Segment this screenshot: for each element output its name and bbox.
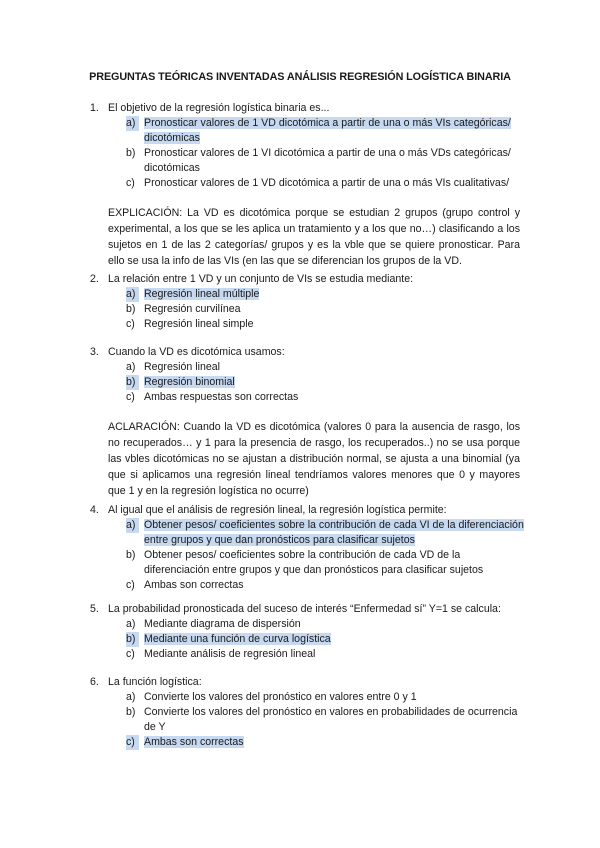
option-b: [0, 705, 600, 735]
question-text: La relación entre 1 VD y un conjunto de VIs se estudia mediante:: [108, 273, 414, 285]
option-letter: a): [126, 691, 136, 703]
option-c: [0, 317, 600, 332]
option-text: Ambas son correctas: [144, 736, 244, 748]
question-number: 3.: [90, 346, 99, 358]
question-1: [0, 100, 600, 269]
option-letter: b): [126, 706, 136, 718]
option-text: Regresión curvilínea: [144, 303, 241, 315]
option-text: Regresión lineal simple: [144, 318, 254, 330]
option-b: [0, 146, 600, 176]
option-text: Ambas son correctas: [144, 579, 244, 591]
option-a: [0, 287, 600, 302]
option-text: Pronosticar valores de 1 VD dicotómica a partir de una o más VIs categóricas/ dicotómicas: [144, 117, 511, 144]
options-list: [0, 690, 600, 750]
option-letter: b): [126, 632, 139, 647]
option-text: Regresión lineal: [144, 361, 220, 373]
option-text: Regresión binomial: [144, 376, 235, 388]
option-letter: a): [126, 518, 139, 533]
option-letter: a): [126, 116, 139, 131]
option-c: [0, 578, 600, 593]
option-text: Convierte los valores del pronóstico en valores en probabilidades de ocurrencia de Y: [144, 706, 518, 733]
options-list: [0, 116, 600, 191]
options-list: [0, 617, 600, 662]
question-number: 6.: [90, 676, 99, 688]
clarification-note: ACLARACIÓN: Cuando la VD es dicotómica (valores 0 para la ausencia de rasgo, los no recuperados… y 1 para la presencia de rasgo, los recuperados..) no se usa porque las vbles dicotómicas no se ajustan a distribución normal, se ajusta a una binomial (ya que si aplicamos una regresión lineal tendríamos valores menores que 0 y mayores que 1 y en la regresión logística no ocurre): [108, 421, 520, 497]
question-text: El objetivo de la regresión logística binaria es...: [108, 102, 330, 114]
option-b: [0, 302, 600, 317]
question-6: [0, 674, 600, 750]
question-text: Al igual que el análisis de regresión lineal, la regresión logística permite:: [108, 504, 447, 516]
option-text: Mediante diagrama de dispersión: [144, 618, 301, 630]
option-text: Obtener pesos/ coeficientes sobre la contribución de cada VD de la diferenciación entre grupos y que dan pronósticos para clasificar sujetos: [144, 549, 484, 576]
question-4: [0, 502, 600, 593]
option-text: Pronosticar valores de 1 VD dicotómica a partir de una o más VIs cualitativas/: [144, 177, 510, 189]
question-2: [0, 271, 600, 332]
option-letter: c): [126, 391, 135, 403]
option-letter: a): [126, 618, 136, 630]
question-5: [0, 601, 600, 662]
option-letter: b): [126, 147, 136, 159]
page-title: PREGUNTAS TEÓRICAS INVENTADAS ANÁLISIS REGRESIÓN LOGÍSTICA BINARIA: [89, 71, 511, 83]
question-text: La probabilidad pronosticada del suceso de interés “Enfermedad sí” Y=1 se calcula:: [108, 603, 501, 615]
option-letter: c): [126, 648, 135, 660]
option-text: Mediante análisis de regresión lineal: [144, 648, 316, 660]
question-text: Cuando la VD es dicotómica usamos:: [108, 346, 285, 358]
option-letter: a): [126, 287, 139, 302]
option-text: Obtener pesos/ coeficientes sobre la contribución de cada VI de la diferenciación entre grupos y que dan pronósticos para clasificar sujetos: [144, 519, 524, 546]
question-number: 5.: [90, 603, 99, 615]
option-c: [0, 176, 600, 191]
options-list: [0, 360, 600, 405]
question-text: La función logística:: [108, 676, 202, 688]
options-list: [0, 287, 600, 332]
option-text: Ambas respuestas son correctas: [144, 391, 299, 403]
option-letter: b): [126, 375, 139, 390]
option-text: Pronosticar valores de 1 VI dicotómica a partir de una o más VDs categóricas/ dicotómicas: [144, 147, 511, 174]
option-letter: c): [126, 579, 135, 591]
option-b: [0, 632, 600, 647]
option-a: [0, 518, 600, 548]
option-letter: c): [126, 318, 135, 330]
option-text: Regresión lineal múltiple: [144, 288, 260, 300]
option-text: Convierte los valores del pronóstico en valores entre 0 y 1: [144, 691, 417, 703]
option-letter: b): [126, 303, 136, 315]
option-c: [0, 735, 600, 750]
option-a: [0, 116, 600, 146]
question-3: [0, 344, 600, 499]
option-letter: b): [126, 549, 136, 561]
option-a: [0, 360, 600, 375]
option-b: [0, 375, 600, 390]
question-number: 2.: [90, 273, 99, 285]
option-a: [0, 690, 600, 705]
option-c: [0, 390, 600, 405]
option-a: [0, 617, 600, 632]
option-b: [0, 548, 600, 578]
question-number: 1.: [90, 102, 99, 114]
option-text: Mediante una función de curva logística: [144, 633, 331, 645]
explanation-note: EXPLICACIÓN: La VD es dicotómica porque se estudian 2 grupos (grupo control y experimental, a los que se les aplica un tratamiento y a los que no…) clasificando a los sujetos en 1 de las 2 categorías/ grupos y es la vble que se quiere pronosticar. Para ello se usa la info de las VIs (en las que se diferencian los grupos de la VD.: [108, 207, 520, 267]
option-letter: a): [126, 361, 136, 373]
option-c: [0, 647, 600, 662]
option-letter: c): [126, 735, 139, 750]
question-number: 4.: [90, 504, 99, 516]
option-letter: c): [126, 177, 135, 189]
options-list: [0, 518, 600, 593]
